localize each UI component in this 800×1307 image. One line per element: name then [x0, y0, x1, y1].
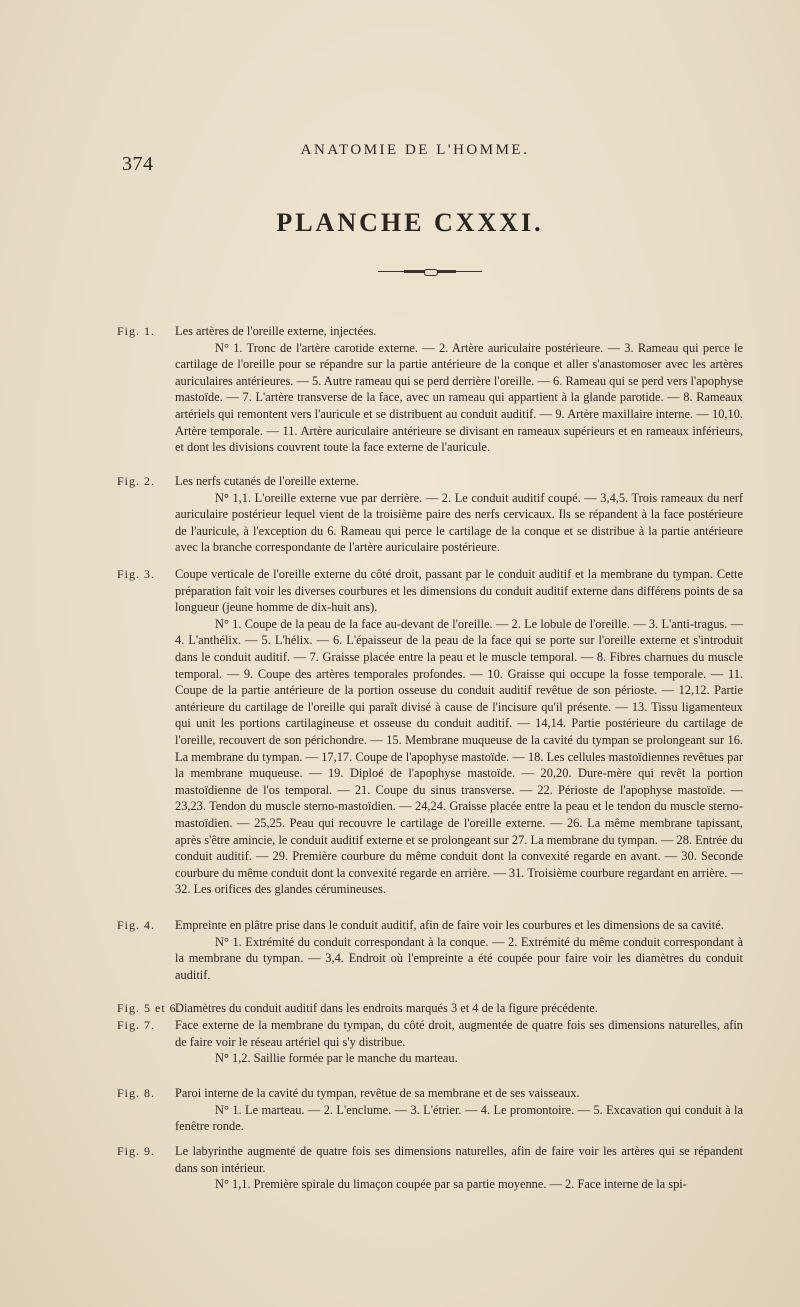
figure-title: Diamètres du conduit auditif dans les endroits marqués 3 et 4 de la figure précédente.	[175, 1001, 598, 1015]
figure-description: N° 1. Extrémité du conduit correspondant à la conque. — 2. Extrémité du même conduit correspondant à la membrane du tympan. — 3,4. Endroit où l'empreinte a été coupée pour faire voir les diamètres du conduit auditif.	[175, 934, 743, 982]
figure-title: Face externe de la membrane du tympan, du côté droit, augmentée de quatre fois ses dimensions naturelles, afin de faire voir le réseau artériel qui s'y distribue.	[175, 1018, 743, 1049]
figure-description: N° 1,2. Saillie formée par le manche du marteau.	[215, 1051, 458, 1066]
figure-title: Le labyrinthe augmenté de quatre fois ses dimensions naturelles, afin de faire voir les artères qui se répandent dans son intérieur.	[175, 1144, 743, 1175]
ornamental-rule	[378, 268, 482, 274]
figure-label: Fig. 2.	[117, 474, 156, 488]
figure-label: Fig. 7.	[117, 1018, 156, 1032]
figure-title: Paroi interne de la cavité du tympan, revêtue de sa membrane et de ses vaisseaux.	[175, 1086, 580, 1100]
figure-title: Empreinte en plâtre prise dans le conduit auditif, afin de faire voir les courbures et les dimensions de sa cavité.	[175, 918, 724, 932]
figure-title: Les artères de l'oreille externe, injectées.	[175, 324, 377, 338]
figure-description: N° 1. Coupe de la peau de la face au-devant de l'oreille. — 2. Le lobule de l'oreille. — 3. L'anti-tragus. — 4. L'anthélix. — 5. L'hélix. — 6. L'épaisseur de la peau de la face qui se porte sur l'oreille externe et s'introduit dans le conduit auditif. — 7. Graisse placée entre la peau et le muscle temporal. — 8. Fibres charnues du muscle temporal. — 9. Coupe des artères temporales profondes. — 10. Graisse qui occupe la fosse temporale. — 11. Coupe de la partie antérieure de la portion osseuse du conduit auditif revêtue de son périoste. — 12,12. Partie antérieure du cartilage de l'oreille qui paraît divisé à cause de l'incisure qu'il présente. — 13. Tissu ligamenteux qui unit les portions cartilagineuse et osseuse du conduit auditif. — 14,14. Partie postérieure du cartilage de l'oreille, recouvert de son périchondre. — 15. Membrane muqueuse de la cavité du tympan se prolongeant sur 16. La membrane du tympan. — 17,17. Coupe de l'apophyse mastoïde. — 18. Les cellules mastoïdiennes revêtues par la membrane muqueuse. — 19. Diploé de l'apophyse mastoïde. — 20,20. Dure-mère qui revêt la portion mastoïdienne de l'os temporal. — 21. Coupe du sinus transverse. — 22. Périoste de l'apophyse mastoïde. — 23,23. Tendon du muscle sterno-mastoïdien. — 24,24. Graisse placée entre la peau et le tendon du muscle sterno-mastoïdien. — 25,25. Peau qui recouvre le cartilage de l'oreille externe. — 26. La même membrane tapissant, après s'être amincie, le conduit auditif externe et se prolongeant sur 27. La membrane du tympan. — 28. Entrée du conduit auditif. — 29. Première courbure du même conduit dont la convexité regarde en avant. — 30. Seconde courbure du même conduit dont la convexité regarde en arrière. — 31. Troisième courbure regardant en arrière. — 32. Les orifices des glandes cérumineuses.	[175, 616, 743, 897]
running-title: ANATOMIE DE L'HOMME.	[300, 142, 530, 158]
figure-description: N° 1,1. Première spirale du limaçon coupée par sa partie moyenne. — 2. Face interne de la spi-	[215, 1177, 687, 1192]
figure-description: N° 1. Le marteau. — 2. L'enclume. — 3. L'étrier. — 4. Le promontoire. — 5. Excavation qui conduit à la fenêtre ronde.	[175, 1102, 743, 1134]
figure-label: Fig. 3.	[117, 567, 156, 581]
page-number: 374	[122, 153, 154, 175]
figure-label: Fig. 5 et 6.	[117, 1001, 181, 1015]
figure-label: Fig. 1.	[117, 324, 156, 338]
figure-description: N° 1. Tronc de l'artère carotide externe. — 2. Artère auriculaire postérieure. — 3. Rameau qui perce le cartilage de l'oreille pour se répandre sur la partie antérieure de la conque et aller s'anastomoser avec les artères auriculaires antérieures. — 5. Autre rameau qui se perd derrière l'oreille. — 6. Rameau qui se perd vers l'apophyse mastoïde. — 7. L'artère transverse de la face, avec un rameau qui appartient à la glande parotide. — 8. Rameaux artériels qui remontent vers l'auricule et se distribuent au conduit auditif. — 9. Artère maxillaire interne. — 10,10. Artère temporale. — 11. Artère auriculaire antérieure se divisant en rameaux supérieurs et en rameaux inférieurs, et dont les divisions couvrent toute la face externe de l'auricule.	[175, 340, 743, 455]
figure-title: Les nerfs cutanés de l'oreille externe.	[175, 474, 359, 488]
figure-title: Coupe verticale de l'oreille externe du côté droit, passant par le conduit auditif et la membrane du tympan. Cette préparation fait voir les diverses courbures et les dimensions du conduit auditif externe dans différens points de sa longueur (jeune homme de dix-huit ans).	[175, 567, 743, 615]
figure-description: N° 1,1. L'oreille externe vue par derrière. — 2. Le conduit auditif coupé. — 3,4,5. Trois rameaux du nerf auriculaire postérieur lequel vient de la troisième paire des nerfs cervicaux. Ils se répandent à la face postérieure de l'auricule, à l'exception du 6. Rameau qui perce le cartilage de la conque et se distribue à la partie antérieure avec la branche correspondante de l'artère auriculaire postérieure.	[175, 490, 743, 555]
figure-label: Fig. 9.	[117, 1144, 156, 1158]
plate-title: PLANCHE CXXXI.	[276, 208, 544, 237]
figure-label: Fig. 4.	[117, 918, 156, 932]
figure-label: Fig. 8.	[117, 1086, 156, 1100]
